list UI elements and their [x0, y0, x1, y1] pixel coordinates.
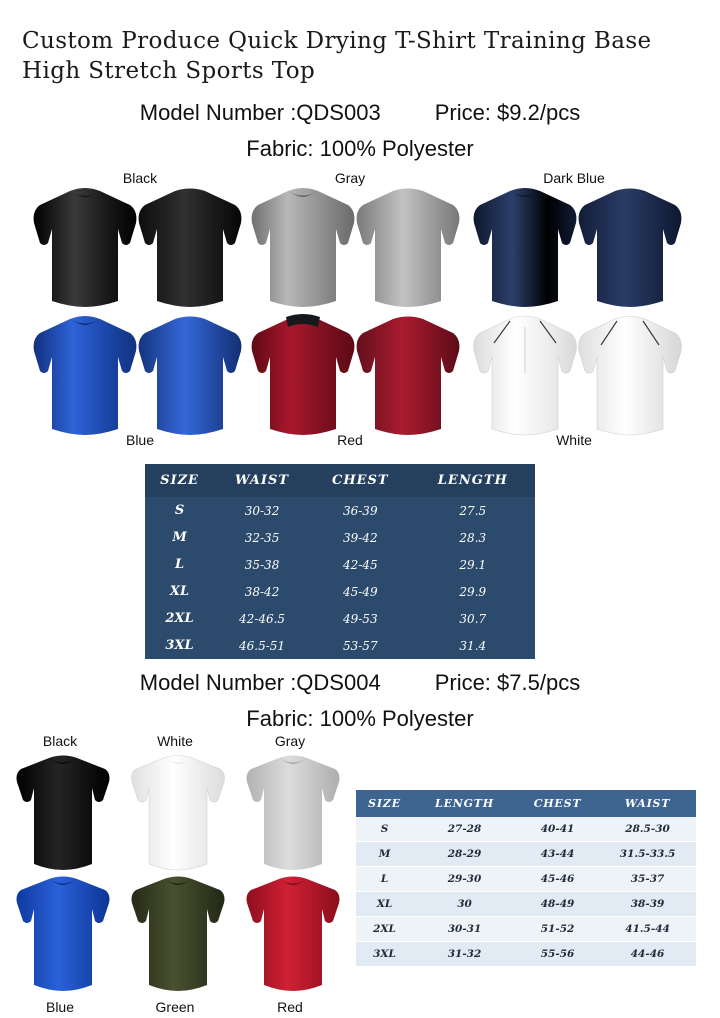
caption-red-tee: Red — [277, 999, 303, 1015]
cell-chest: 53-57 — [310, 632, 411, 659]
cell-size: 3XL — [145, 632, 214, 659]
cell-size: 2XL — [356, 917, 413, 942]
shirt-longsleeve-darkblue-front — [470, 185, 580, 310]
tee-white — [128, 752, 228, 874]
cell-waist: 30-32 — [214, 497, 310, 524]
shirt-longsleeve-black-front — [30, 185, 140, 310]
size-chart-qds003-header-size: SIZE — [145, 464, 214, 497]
caption-blue-tee: Blue — [45, 999, 75, 1015]
size-chart-qds004-header-waist: WAIST — [599, 790, 696, 817]
cell-size: M — [356, 842, 413, 867]
size-chart-qds003-header-waist: WAIST — [214, 464, 310, 497]
shirt-longsleeve-black-back — [135, 185, 245, 310]
cell-chest: 49-53 — [310, 605, 411, 632]
table-row — [145, 605, 535, 632]
tee-green — [128, 873, 228, 995]
page-title: Custom Produce Quick Drying T-Shirt Training Base High Stretch Sports Top — [22, 28, 652, 84]
cell-waist: 31.5-33.5 — [599, 842, 696, 867]
caption-black-longsleeve: Black — [122, 170, 158, 186]
table-row — [356, 892, 696, 917]
caption-gray-longsleeve: Gray — [334, 170, 366, 186]
cell-chest: 39-42 — [310, 524, 411, 551]
cell-waist: 38-39 — [599, 892, 696, 917]
shirt-longsleeve-red-back — [353, 313, 463, 438]
cell-size: M — [145, 524, 214, 551]
size-chart-qds003-header-length: LENGTH — [411, 464, 535, 497]
cell-length: 28-29 — [413, 842, 516, 867]
tee-gray — [243, 752, 343, 874]
size-chart-qds004 — [356, 790, 696, 967]
table-row — [145, 497, 535, 524]
table-row — [356, 942, 696, 967]
cell-waist: 35-37 — [599, 867, 696, 892]
shirt-longsleeve-gray-back — [353, 185, 463, 310]
caption-red-longsleeve: Red — [337, 432, 363, 448]
product1-model-price-line — [0, 100, 720, 126]
cell-chest: 42-45 — [310, 551, 411, 578]
cell-waist: 41.5-44 — [599, 917, 696, 942]
table-row — [356, 817, 696, 842]
table-row — [145, 551, 535, 578]
size-chart-qds004-header-size: SIZE — [356, 790, 413, 817]
cell-chest: 45-46 — [516, 867, 599, 892]
caption-gray-tee: Gray — [274, 733, 306, 749]
cell-waist: 46.5-51 — [214, 632, 310, 659]
caption-white-tee: White — [157, 733, 193, 749]
cell-chest: 36-39 — [310, 497, 411, 524]
cell-chest: 43-44 — [516, 842, 599, 867]
cell-waist: 32-35 — [214, 524, 310, 551]
size-chart-qds003-header-chest: CHEST — [310, 464, 411, 497]
product1-fabric: Fabric: 100% Polyester — [246, 136, 474, 161]
product1-price: Price: $9.2/pcs — [434, 100, 581, 125]
table-row — [356, 867, 696, 892]
cell-size: 2XL — [145, 605, 214, 632]
caption-blue-longsleeve: Blue — [125, 432, 155, 448]
caption-darkblue-longsleeve: Dark Blue — [543, 170, 605, 186]
cell-length: 28.3 — [411, 524, 535, 551]
cell-chest: 55-56 — [516, 942, 599, 967]
cell-length: 30-31 — [413, 917, 516, 942]
shirt-longsleeve-red-front — [248, 313, 358, 438]
cell-length: 29.1 — [411, 551, 535, 578]
shirt-longsleeve-blue-front — [30, 313, 140, 438]
caption-green-tee: Green — [155, 999, 195, 1015]
size-chart-qds004-header-length: LENGTH — [413, 790, 516, 817]
cell-waist: 44-46 — [599, 942, 696, 967]
table-row — [145, 632, 535, 659]
size-chart-qds004-header-chest: CHEST — [516, 790, 599, 817]
cell-waist: 42-46.5 — [214, 605, 310, 632]
product1-model-number: Model Number :QDS003 — [139, 100, 381, 125]
product2-model-price-line — [0, 670, 720, 696]
tee-black — [13, 752, 113, 874]
shirt-longsleeve-darkblue-back — [575, 185, 685, 310]
caption-black-tee: Black — [42, 733, 78, 749]
size-chart-qds003 — [145, 464, 535, 659]
tee-red — [243, 873, 343, 995]
cell-length: 29.9 — [411, 578, 535, 605]
table-row — [145, 578, 535, 605]
cell-length: 27-28 — [413, 817, 516, 842]
product2-price: Price: $7.5/pcs — [434, 670, 581, 695]
cell-length: 30 — [413, 892, 516, 917]
cell-waist: 35-38 — [214, 551, 310, 578]
cell-size: L — [356, 867, 413, 892]
cell-length: 31-32 — [413, 942, 516, 967]
table-row — [145, 524, 535, 551]
cell-size: 3XL — [356, 942, 413, 967]
size-chart-qds003-header-row — [145, 464, 535, 497]
caption-white-longsleeve: White — [556, 432, 592, 448]
cell-chest: 48-49 — [516, 892, 599, 917]
cell-waist: 38-42 — [214, 578, 310, 605]
cell-chest: 51-52 — [516, 917, 599, 942]
shirt-longsleeve-white-front — [470, 313, 580, 438]
cell-size: S — [356, 817, 413, 842]
cell-size: S — [145, 497, 214, 524]
shirt-longsleeve-white-back — [575, 313, 685, 438]
cell-size: L — [145, 551, 214, 578]
cell-length: 30.7 — [411, 605, 535, 632]
size-chart-qds004-header-row — [356, 790, 696, 817]
cell-size: XL — [145, 578, 214, 605]
table-row — [356, 917, 696, 942]
product2-model-number: Model Number :QDS004 — [139, 670, 381, 695]
cell-chest: 45-49 — [310, 578, 411, 605]
product2-fabric: Fabric: 100% Polyester — [246, 706, 474, 731]
table-row — [356, 842, 696, 867]
cell-chest: 40-41 — [516, 817, 599, 842]
cell-length: 29-30 — [413, 867, 516, 892]
cell-size: XL — [356, 892, 413, 917]
tee-blue — [13, 873, 113, 995]
cell-length: 31.4 — [411, 632, 535, 659]
shirt-longsleeve-gray-front — [248, 185, 358, 310]
shirt-longsleeve-blue-back — [135, 313, 245, 438]
cell-length: 27.5 — [411, 497, 535, 524]
cell-waist: 28.5-30 — [599, 817, 696, 842]
